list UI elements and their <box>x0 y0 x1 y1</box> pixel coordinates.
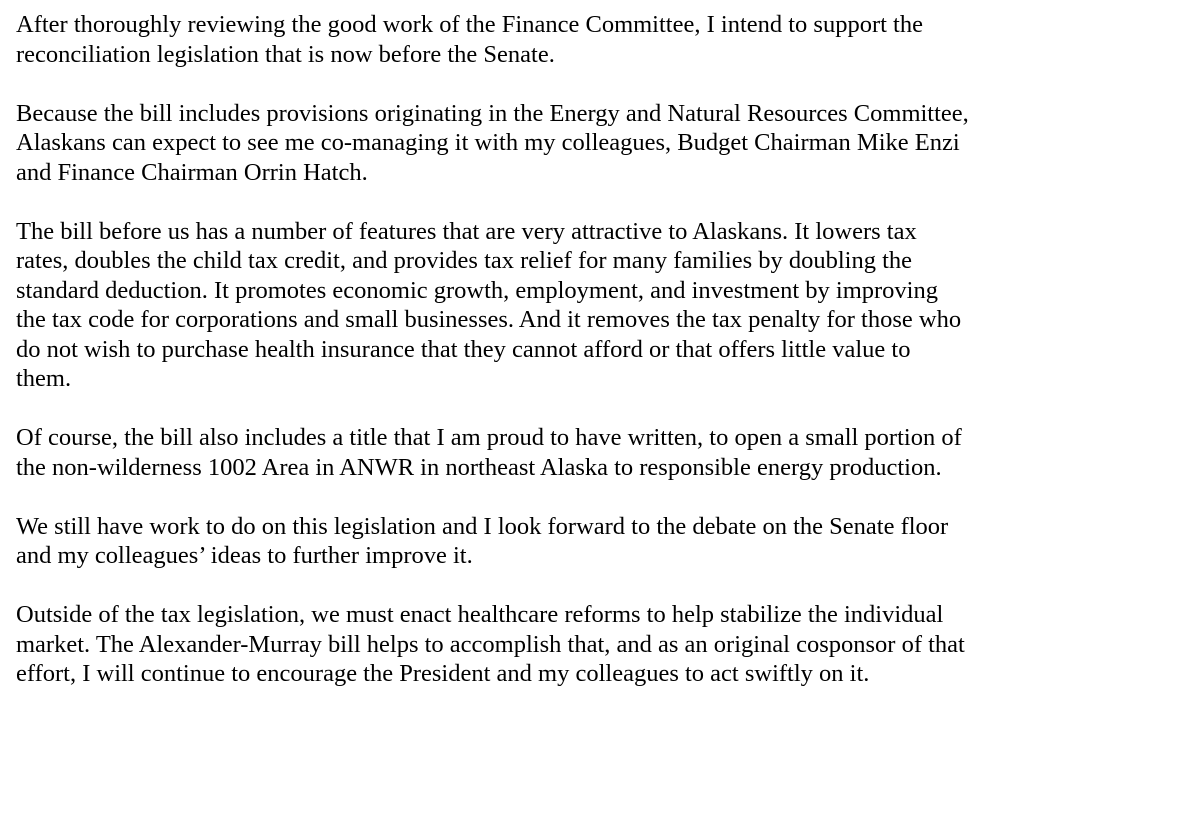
paragraph-co-managing <box>16 99 1184 188</box>
text-line: rates, doubles the child tax credit, and provides tax relief for many families by doubling the <box>16 247 913 274</box>
text-line: effort, I will continue to encourage the President and my colleagues to act swiftly on it. <box>16 660 870 687</box>
text-line: do not wish to purchase health insurance that they cannot afford or that offers little value to <box>16 335 911 363</box>
text-line: Because the bill includes provisions originating in the Energy and Natural Resources Committee, <box>16 99 969 127</box>
text-line: standard deduction. It promotes economic growth, employment, and investment by improving <box>16 276 938 304</box>
text-line: the tax code for corporations and small businesses. And it removes the tax penalty for those who <box>16 306 962 333</box>
text-line: reconciliation legislation that is now before the Senate. <box>16 40 555 68</box>
text-line: After thoroughly reviewing the good work of the Finance Committee, I intend to support the <box>16 11 923 38</box>
paragraph-healthcare-reforms <box>16 600 1184 689</box>
text-line: market. The Alexander-Murray bill helps to accomplish that, and as an original cosponsor of that <box>16 630 965 658</box>
paragraph-anwr-title <box>16 423 1184 482</box>
text-line: them. <box>16 365 72 392</box>
text-line: the non-wilderness 1002 Area in ANWR in northeast Alaska to responsible energy production. <box>16 453 942 481</box>
paragraph-bill-features <box>16 217 1184 394</box>
text-line: and my colleagues’ ideas to further improve it. <box>16 542 473 569</box>
text-line: Of course, the bill also includes a title that I am proud to have written, to open a small portion of <box>16 424 962 451</box>
paragraph-support-reconciliation <box>16 10 1184 69</box>
text-line: and Finance Chairman Orrin Hatch. <box>16 158 368 186</box>
text-line: Alaskans can expect to see me co-managing it with my colleagues, Budget Chairman Mike Enzi <box>16 129 960 156</box>
text-line: Outside of the tax legislation, we must enact healthcare reforms to help stabilize the individual <box>16 601 944 628</box>
text-line: We still have work to do on this legislation and I look forward to the debate on the Senate floor <box>16 512 949 540</box>
text-line: The bill before us has a number of features that are very attractive to Alaskans. It lowers tax <box>16 217 917 245</box>
paragraph-senate-debate <box>16 512 1184 571</box>
